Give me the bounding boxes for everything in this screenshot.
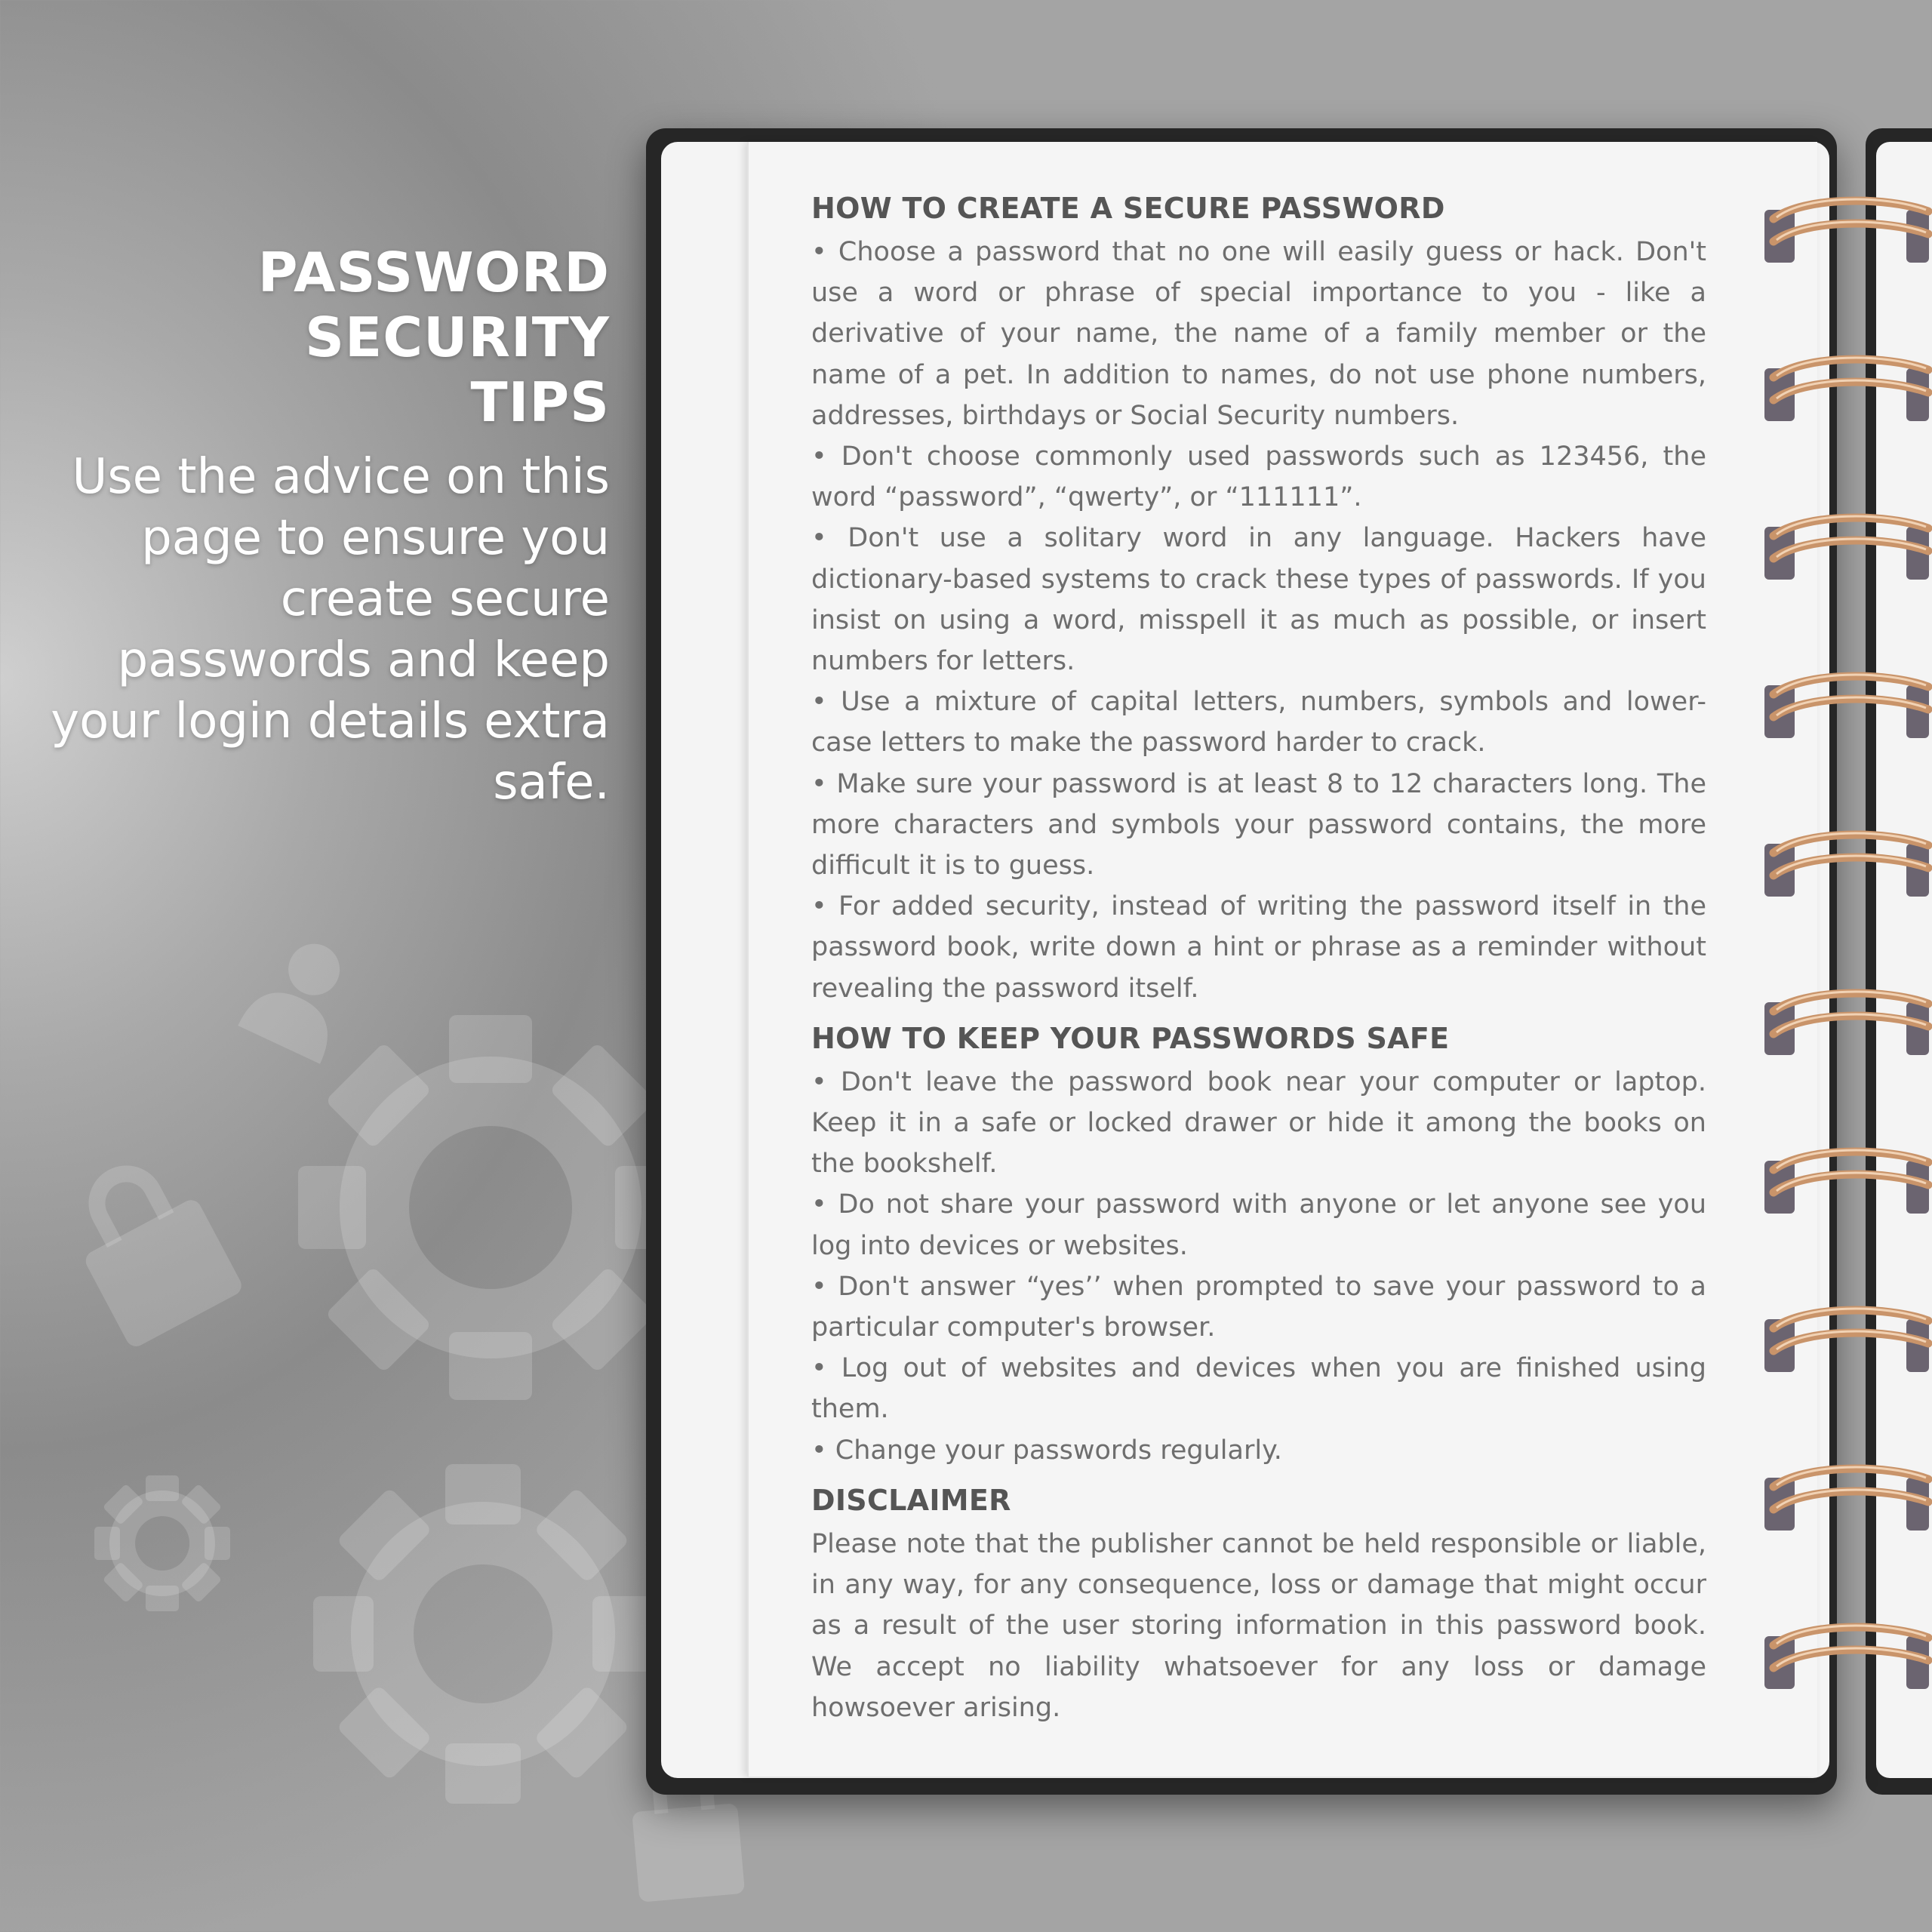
spiral-binding <box>1758 181 1932 1721</box>
disclaimer-paragraph: Please note that the publisher cannot be held responsible or liable, in any way, for any consequence, loss or damage that might occur as a result of the user storing information in this password book. We accept no liability whatsoever for any loss or damage howsoever arising. <box>811 1528 1706 1723</box>
padlock-icon <box>52 1140 245 1349</box>
section-heading-create: HOW TO CREATE A SECURE PASSWORD <box>811 192 1445 225</box>
page-content <box>811 186 1706 1736</box>
spiral-ring <box>1764 516 1929 580</box>
tip-paragraph: • Don't use a solitary word in any language. Hackers have dictionary-based systems to crack these types of passwords. If you insist on using a word, misspell it as much as possible, or insert numbers for letters. <box>811 523 1706 677</box>
section-heading-safe: HOW TO KEEP YOUR PASSWORDS SAFE <box>811 1021 1450 1055</box>
promo-title-line: PASSWORD <box>257 241 610 304</box>
section-body-safe <box>811 1062 1706 1471</box>
tip-paragraph: • Choose a password that no one will easily guess or hack. Don't use a word or phrase of special importance to you - like a derivative of your name, the name of a family member or the name of a pet. In addition to names, do not use phone numbers, addresses, birthdays or Social Security numbers. <box>811 237 1706 431</box>
promo-panel <box>36 240 610 814</box>
section-body-disclaimer <box>811 1524 1706 1728</box>
spiral-ring <box>1764 675 1929 738</box>
tip-paragraph: • Don't answer “yes’’ when prompted to save your password to a particular computer's browser. <box>811 1271 1706 1343</box>
spiral-ring <box>1764 1309 1929 1372</box>
spiral-ring <box>1764 1150 1929 1214</box>
tip-paragraph: • Change your passwords regularly. <box>811 1435 1282 1466</box>
tip-paragraph: • Do not share your password with anyone or let anyone see you log into devices or websites. <box>811 1189 1706 1261</box>
spiral-ring <box>1764 358 1929 421</box>
tip-paragraph: • For added security, instead of writing the password itself in the password book, write down a hint or phrase as a reminder without revealing the password itself. <box>811 891 1706 1004</box>
user-icon <box>238 928 366 1064</box>
tip-paragraph: • Don't leave the password book near your computer or laptop. Keep it in a safe or locked drawer or hide it among the books on the bookshelf. <box>811 1066 1706 1180</box>
spiral-ring <box>1764 992 1929 1055</box>
promo-subtitle: Use the advice on this page to ensure you create secure passwords and keep your login details extra safe. <box>51 449 610 811</box>
tip-paragraph: • Don't choose commonly used passwords such as 123456, the word “password”, “qwerty”, or “111111”. <box>811 441 1706 513</box>
section-heading-disclaimer: DISCLAIMER <box>811 1483 1011 1517</box>
gear-icon <box>313 1464 653 1804</box>
tip-paragraph: • Use a mixture of capital letters, numbers, symbols and lower-case letters to make the password harder to crack. <box>811 687 1706 758</box>
gear-icon <box>298 1015 683 1400</box>
section-body-create <box>811 232 1706 1009</box>
promo-title <box>36 240 610 435</box>
promo-title-line: SECURITY <box>305 306 610 369</box>
spiral-ring <box>1764 1467 1929 1531</box>
promo-title-line: TIPS <box>470 371 610 434</box>
tip-paragraph: • Make sure your password is at least 8 to 12 characters long. The more characters and symbols your password contains, the more difficult it is to guess. <box>811 768 1706 881</box>
tip-paragraph: • Log out of websites and devices when you are finished using them. <box>811 1353 1706 1425</box>
gear-icon <box>94 1475 230 1611</box>
spiral-ring <box>1764 1626 1929 1689</box>
spiral-ring <box>1764 199 1929 263</box>
spiral-ring <box>1764 833 1929 897</box>
